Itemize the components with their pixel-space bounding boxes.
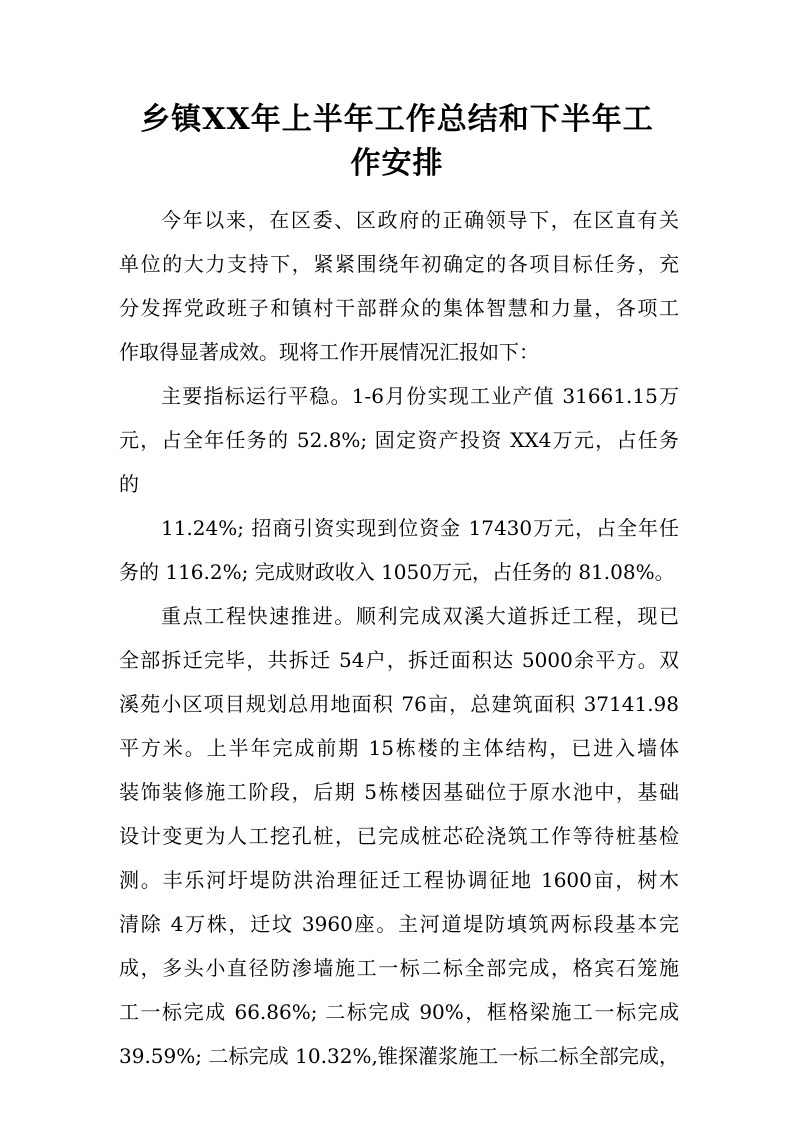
text-line-1: 今年以来，在区委、区政府的正确领导下，在区直有关 xyxy=(161,208,679,232)
text-line-16: 测。丰乐河圩堤防洪治理征迁工程协调征地 1600亩，树木 xyxy=(119,868,679,892)
document-body xyxy=(119,198,679,1078)
text-line-12: 溪苑小区项目规划总用地面积 76亩，总建筑面积 37141.98 xyxy=(119,692,679,716)
title-line-1: 乡镇XX年上半年工作总结和下半年工 xyxy=(140,102,654,137)
text-line-14: 装饰装修施工阶段，后期 5栋楼因基础位于原水池中，基础 xyxy=(119,780,679,804)
text-line-11: 全部拆迁完毕，共拆迁 54户，拆迁面积达 5000余平方。双 xyxy=(119,648,679,672)
text-line-2: 单位的大力支持下，紧紧围绕年初确定的各项目标任务，充 xyxy=(119,252,679,276)
text-line-19: 工一标完成 66.86%; 二标完成 90%，框格梁施工一标完成 xyxy=(119,1000,679,1024)
document-title xyxy=(110,98,684,186)
text-line-4: 作取得显著成效。现将工作开展情况汇报如下： xyxy=(119,340,539,364)
text-line-20: 39.59%; 二标完成 10.32%,锥探灌浆施工一标二标全部完成， xyxy=(119,1044,679,1068)
text-line-3: 分发挥党政班子和镇村干部群众的集体智慧和力量，各项工 xyxy=(119,296,679,320)
text-line-7: 的 xyxy=(119,472,139,496)
text-line-8: 11.24%; 招商引资实现到位资金 17430万元，占全年任 xyxy=(161,516,679,540)
text-line-9: 务的 116.2%; 完成财政收入 1050万元，占任务的 81.08%。 xyxy=(119,560,675,584)
text-line-15: 设计变更为人工挖孔桩，已完成桩芯砼浇筑工作等待桩基检 xyxy=(119,824,679,848)
text-line-18: 成，多头小直径防渗墙施工一标二标全部完成，格宾石笼施 xyxy=(119,956,679,980)
text-line-5: 主要指标运行平稳。1-6月份实现工业产值 31661.15万 xyxy=(161,384,679,408)
text-line-17: 清除 4万株，迁坟 3960座。主河道堤防填筑两标段基本完 xyxy=(119,912,679,936)
title-line-2: 作安排 xyxy=(350,146,444,181)
text-line-10: 重点工程快速推进。顺利完成双溪大道拆迁工程，现已 xyxy=(161,604,679,628)
text-line-13: 平方米。上半年完成前期 15栋楼的主体结构，已进入墙体 xyxy=(119,736,679,760)
text-line-6: 元，占全年任务的 52.8%; 固定资产投资 XX4万元，占任务 xyxy=(119,428,679,452)
